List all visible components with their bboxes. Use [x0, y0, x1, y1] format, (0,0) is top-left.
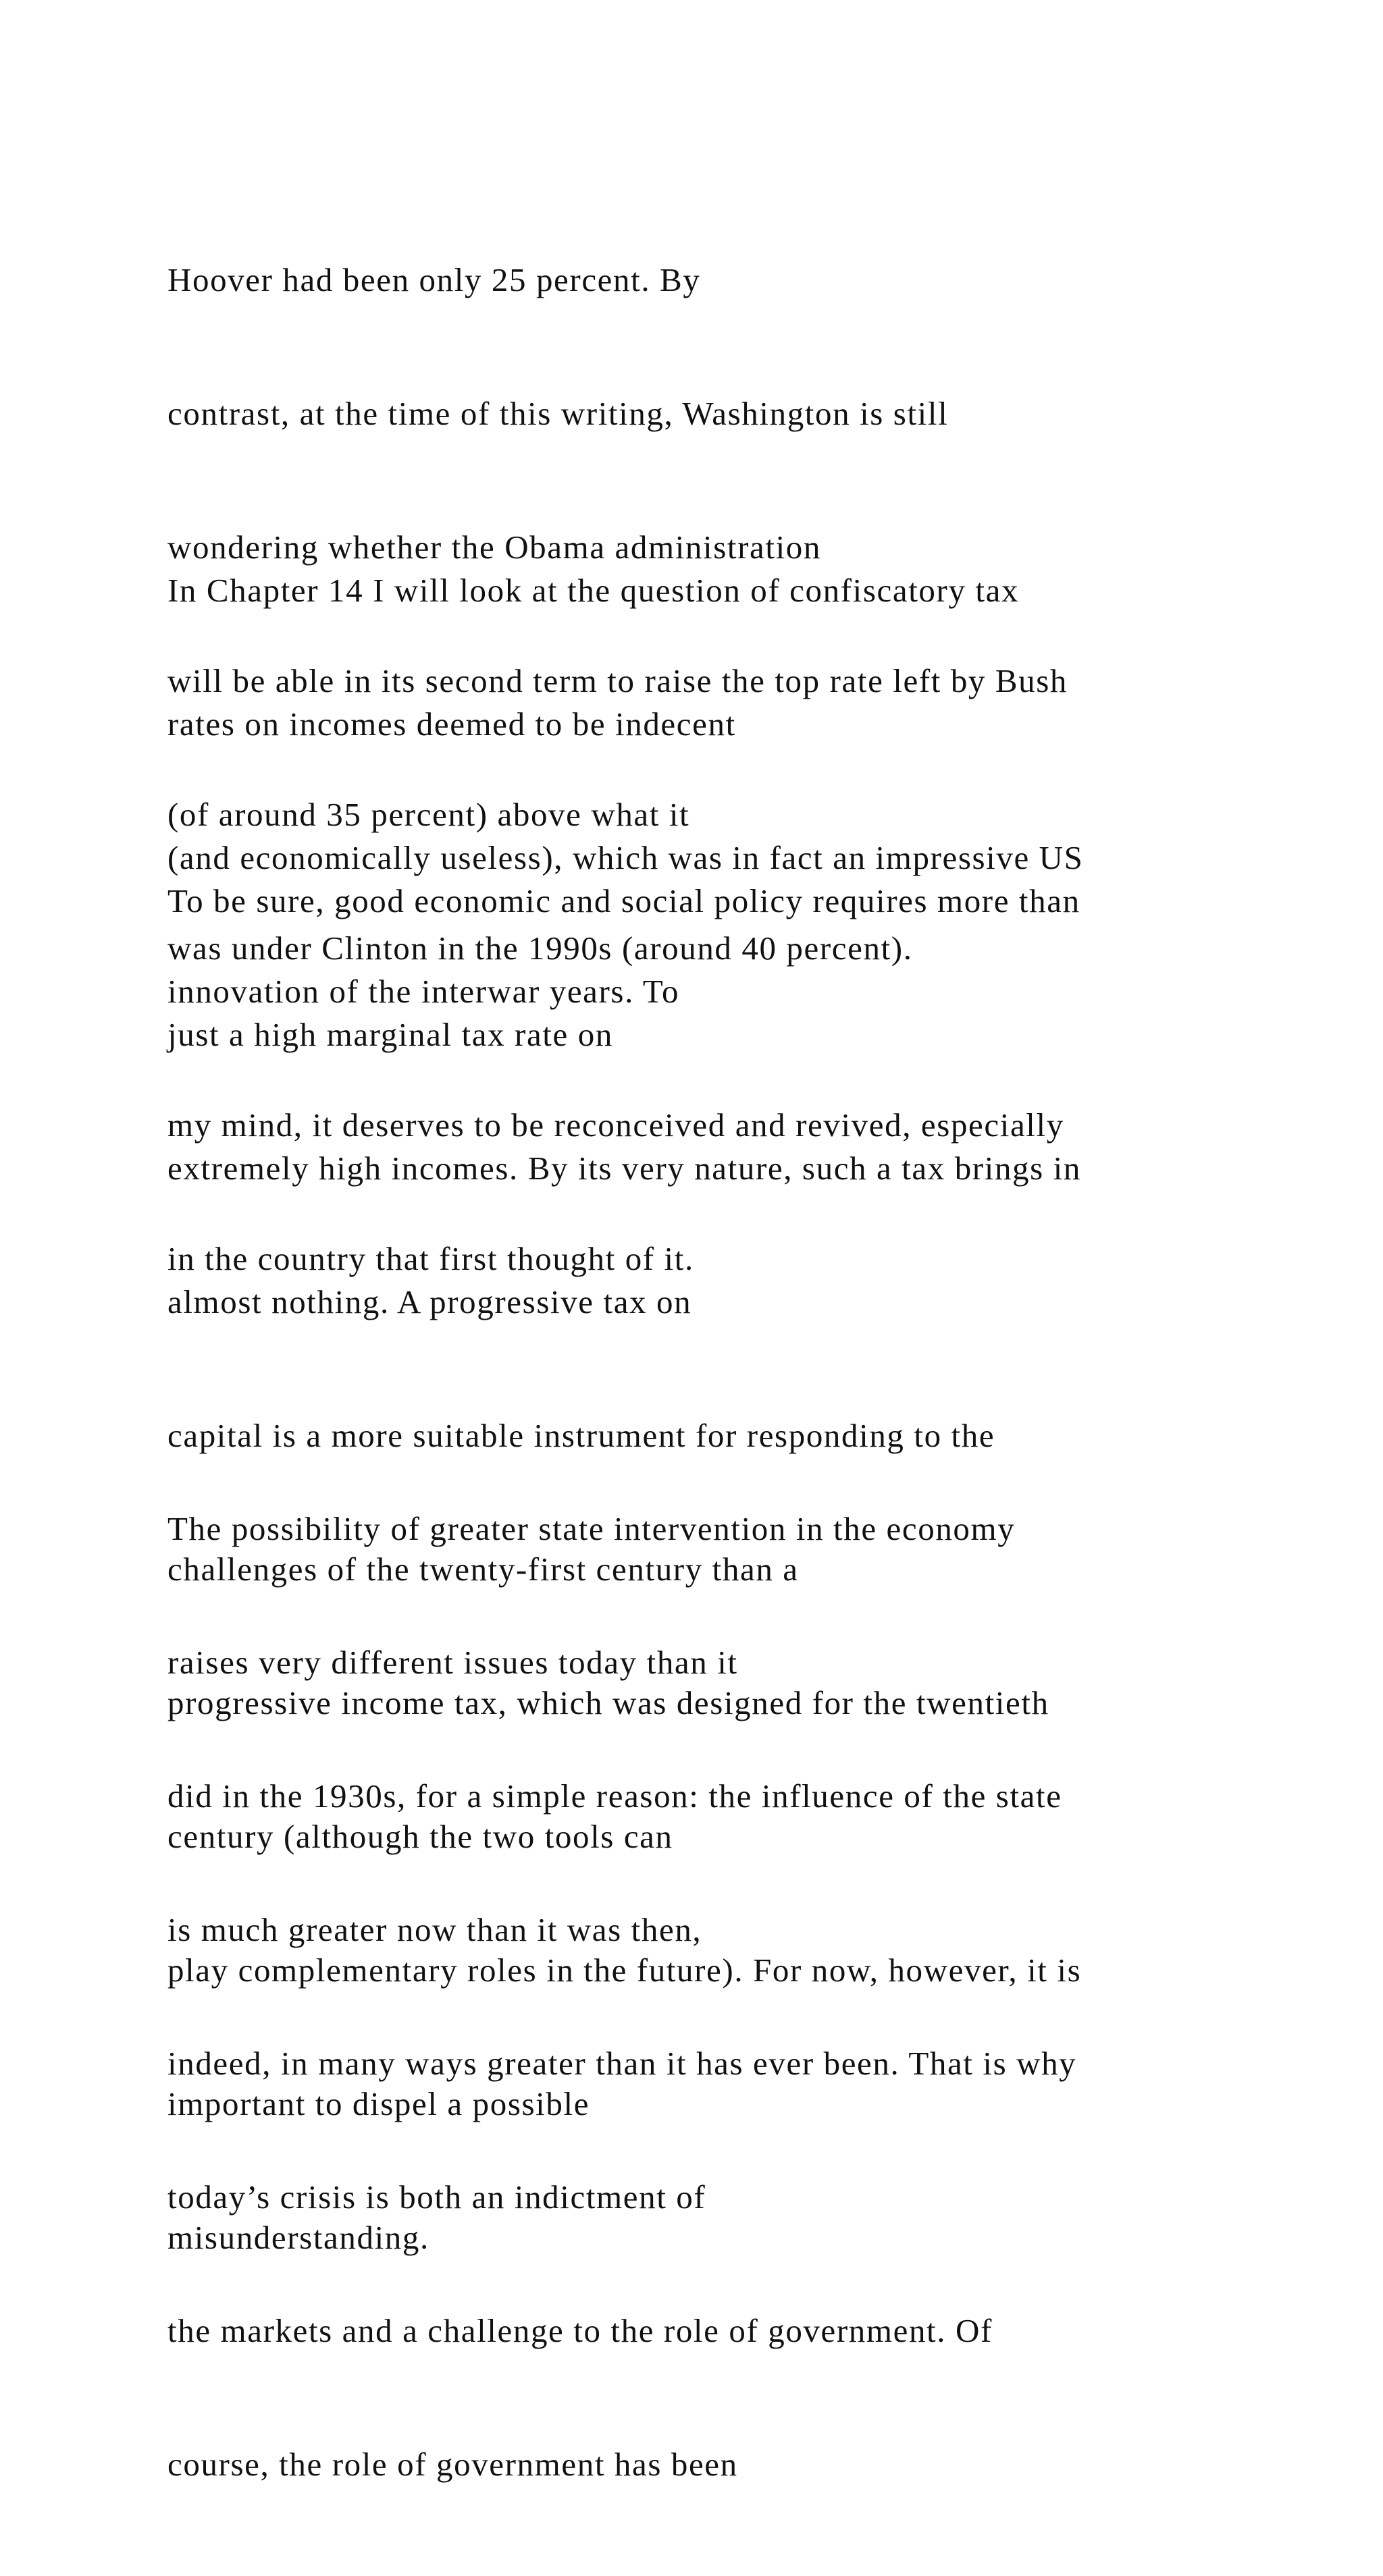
text-line: (of around 35 percent) above what it — [167, 796, 690, 833]
text-line: innovation of the interwar years. To — [167, 973, 680, 1010]
text-line: course, the role of government has been — [167, 2446, 738, 2483]
text-line: (and economically useless), which was in fact an impressive US — [167, 839, 1084, 876]
text-line: contrast, at the time of this writing, Washington is still — [167, 395, 949, 432]
text-line: is much greater now than it was then, — [167, 1911, 702, 1948]
text-line: did in the 1930s, for a simple reason: the influence of the state — [167, 1777, 1062, 1815]
text-line: capital is a more suitable instrument for responding to the — [167, 1417, 995, 1454]
text-line: almost nothing. A progressive tax on — [167, 1283, 692, 1320]
text-line: In Chapter 14 I will look at the question of confiscatory tax — [167, 572, 1020, 609]
paragraph-4 — [167, 1418, 1261, 2576]
text-line: play complementary roles in the future). For now, however, it is — [167, 1952, 1082, 1989]
text-line: wondering whether the Obama administration — [167, 529, 822, 566]
text-line: progressive income tax, which was designed for the twentieth — [167, 1684, 1049, 1721]
text-line: was under Clinton in the 1990s (around 40 percent). — [167, 930, 913, 967]
text-line: extremely high incomes. By its very nature, such a tax brings in — [167, 1150, 1081, 1187]
text-line: my mind, it deserves to be reconceived and revived, especially — [167, 1106, 1064, 1144]
text-line: indeed, in many ways greater than it has ever been. That is why — [167, 2045, 1077, 2082]
text-line: raises very different issues today than it — [167, 1644, 738, 1681]
text-line: misunderstanding. — [167, 2219, 429, 2256]
text-line: the markets and a challenge to the role of government. Of — [167, 2312, 993, 2349]
text-line: challenges of the twenty-first century than a — [167, 1551, 799, 1588]
text-line: Hoover had been only 25 percent. By — [167, 261, 701, 298]
text-line: century (although the two tools can — [167, 1818, 673, 1855]
text-line: will be able in its second term to raise the top rate left by Bush — [167, 662, 1068, 699]
text-line: important to dispel a possible — [167, 2085, 590, 2122]
text-line: just a high marginal tax rate on — [167, 1016, 613, 1053]
text-line: The possibility of greater state intervention in the economy — [167, 1510, 1016, 1547]
text-line: today’s crisis is both an indictment of — [167, 2178, 706, 2216]
text-line: To be sure, good economic and social policy requires more than — [167, 882, 1080, 919]
text-line: rates on incomes deemed to be indecent — [167, 705, 736, 743]
text-line: in the country that first thought of it. — [167, 1240, 694, 1277]
